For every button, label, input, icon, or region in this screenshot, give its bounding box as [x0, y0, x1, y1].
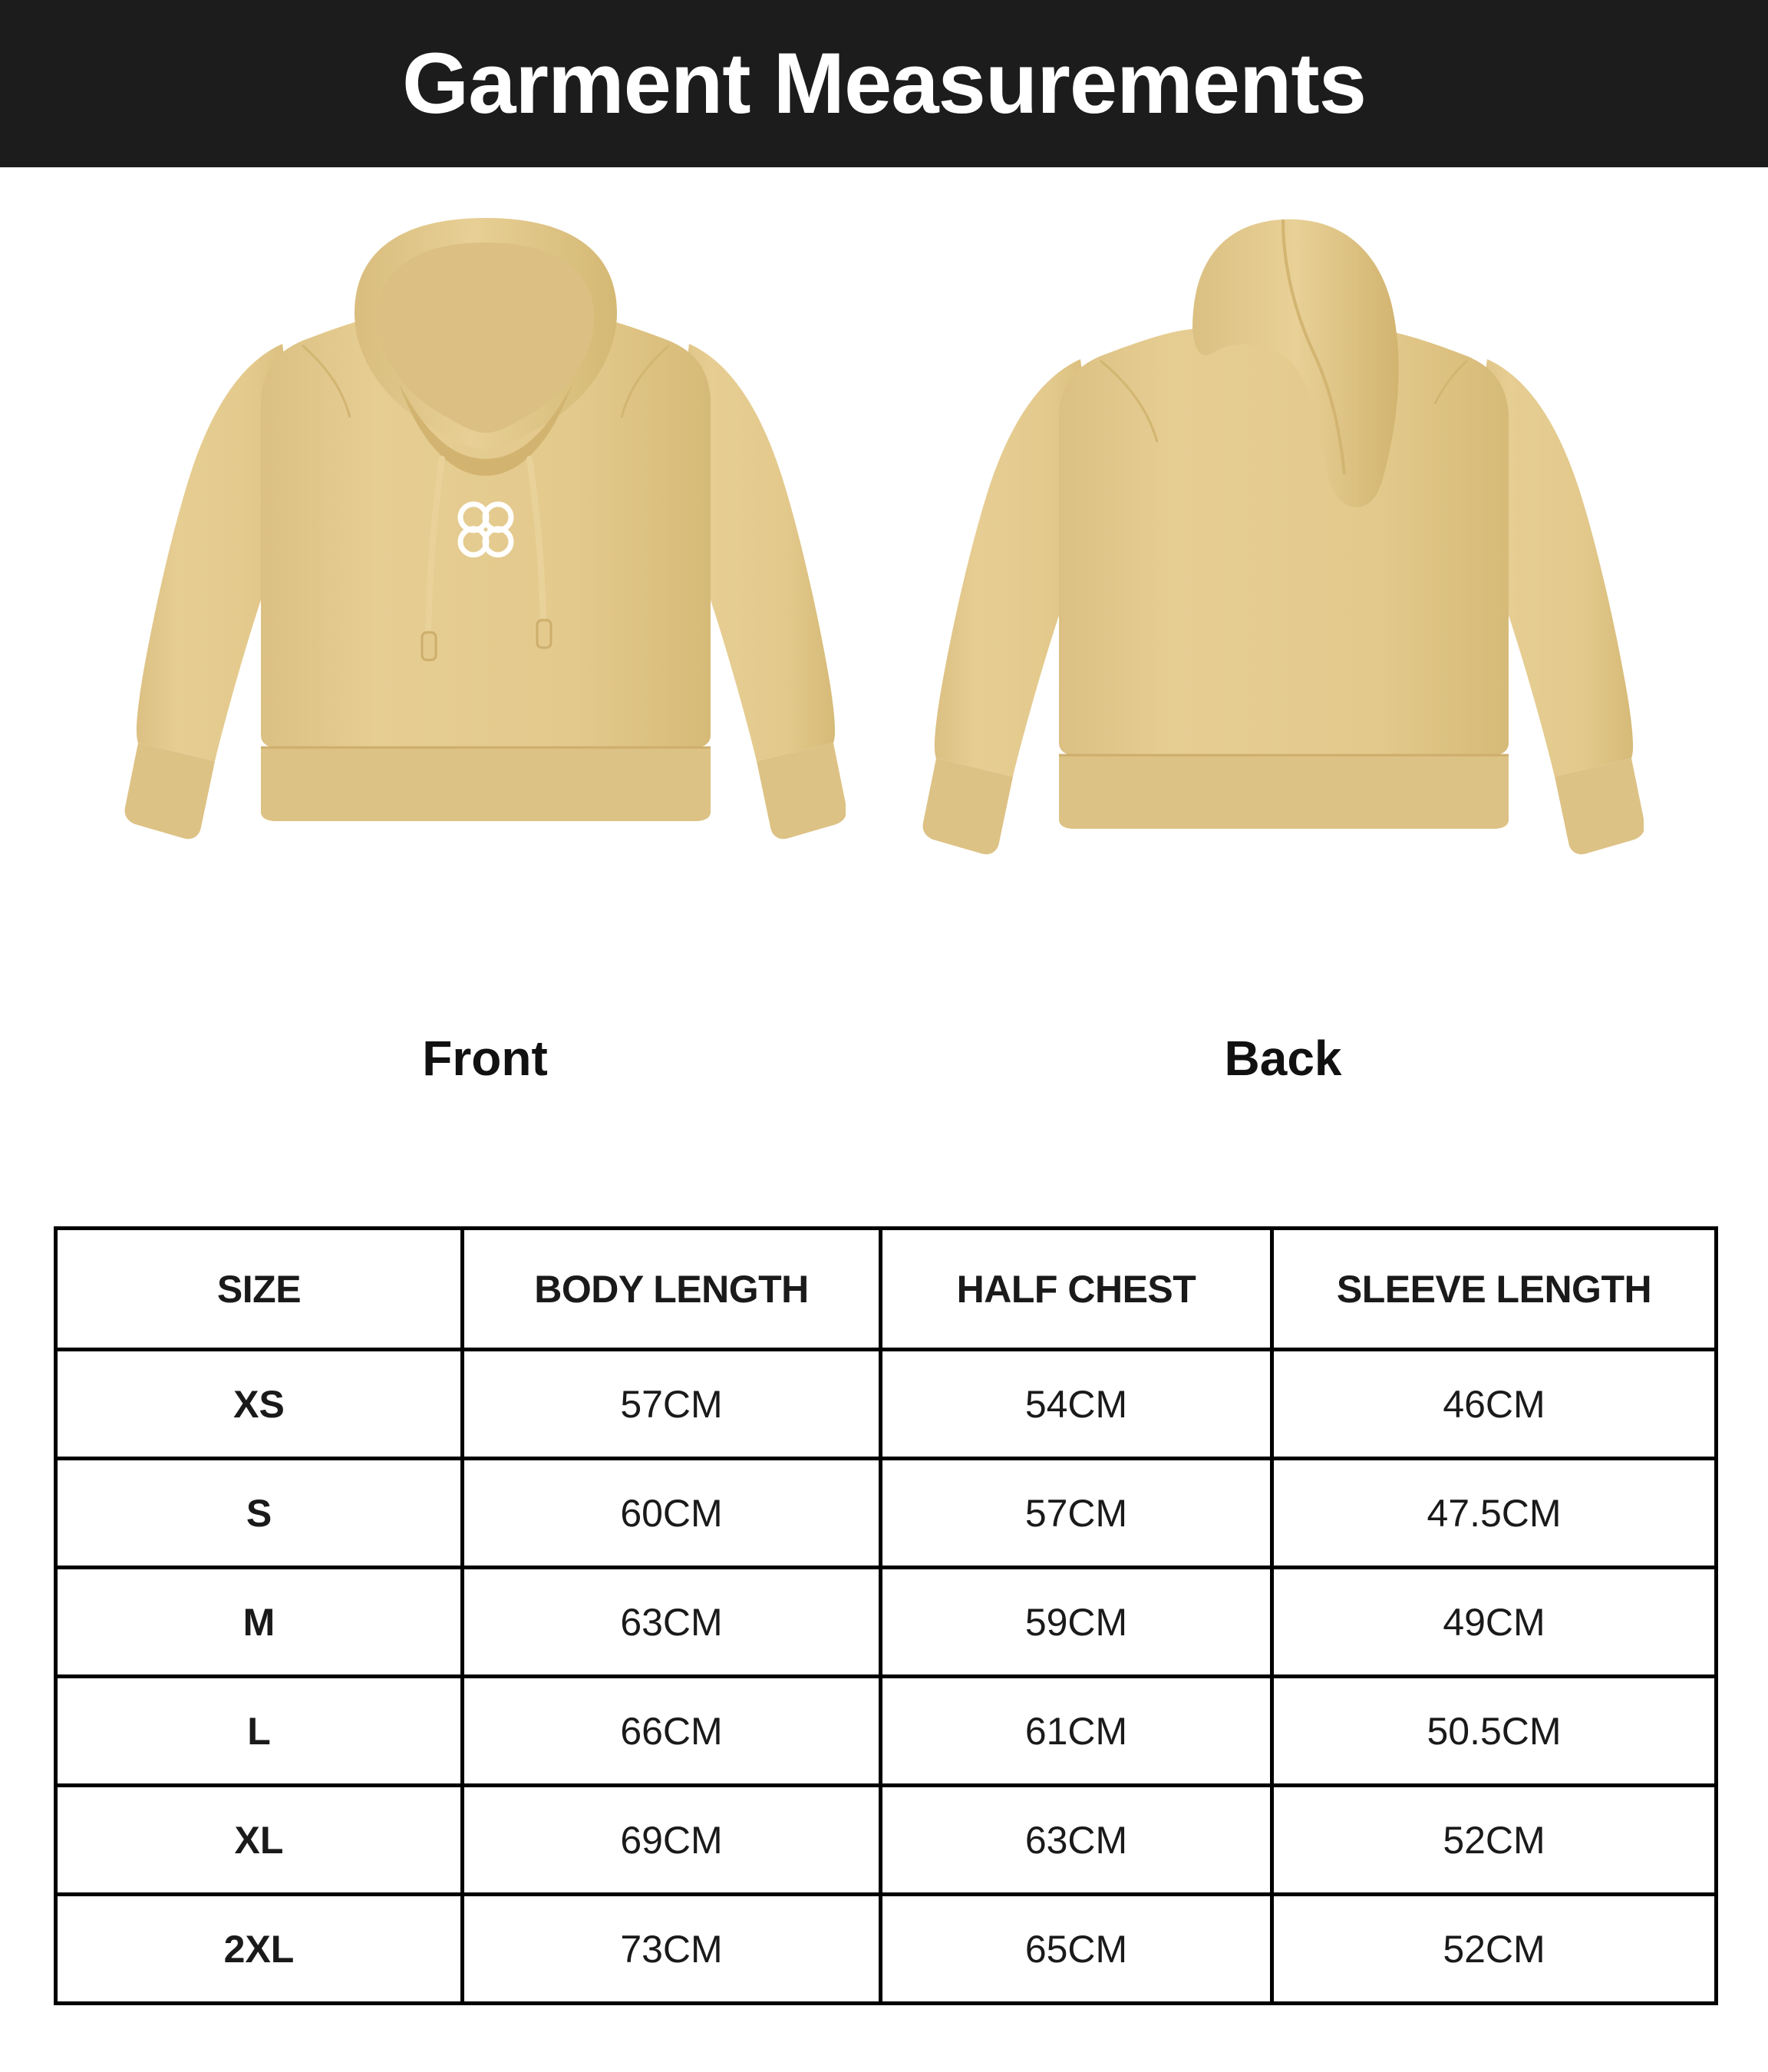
table-row	[56, 1459, 1717, 1568]
cell-size: L	[56, 1677, 463, 1786]
cell-half-chest: 57CM	[881, 1459, 1272, 1568]
table-row	[56, 1350, 1717, 1459]
cell-size: XS	[56, 1350, 463, 1459]
cell-sleeve-length: 46CM	[1272, 1350, 1717, 1459]
cell-half-chest: 65CM	[881, 1895, 1272, 2004]
table-row	[56, 1786, 1717, 1895]
table-row	[56, 1895, 1717, 2004]
cell-size: S	[56, 1459, 463, 1568]
hoodie-back-icon	[907, 206, 1659, 1027]
cell-body-length: 73CM	[463, 1895, 881, 2004]
cell-body-length: 63CM	[463, 1568, 881, 1677]
cell-size: M	[56, 1568, 463, 1677]
cell-sleeve-length: 52CM	[1272, 1786, 1717, 1895]
cell-body-length: 60CM	[463, 1459, 881, 1568]
cell-half-chest: 59CM	[881, 1568, 1272, 1677]
garment-illustrations	[0, 167, 1768, 1087]
page-title: Garment Measurements	[401, 35, 1367, 131]
garment-front	[109, 206, 861, 1087]
header-bar	[0, 0, 1768, 167]
garment-back	[907, 206, 1659, 1087]
table-row	[56, 1677, 1717, 1786]
table-header-row	[56, 1229, 1717, 1350]
column-header-half-chest: HALF CHEST	[881, 1229, 1272, 1350]
cell-body-length: 69CM	[463, 1786, 881, 1895]
cell-body-length: 66CM	[463, 1677, 881, 1786]
cell-sleeve-length: 52CM	[1272, 1895, 1717, 2004]
hoodie-front-icon	[109, 206, 861, 1027]
measurements-table	[54, 1226, 1718, 2005]
cell-half-chest: 63CM	[881, 1786, 1272, 1895]
cell-half-chest: 61CM	[881, 1677, 1272, 1786]
garment-label-back: Back	[1224, 1031, 1342, 1086]
measurements-table-wrap	[54, 1226, 1714, 2005]
table-row	[56, 1568, 1717, 1677]
column-header-size: SIZE	[56, 1229, 463, 1350]
cell-half-chest: 54CM	[881, 1350, 1272, 1459]
column-header-body-length: BODY LENGTH	[463, 1229, 881, 1350]
cell-sleeve-length: 49CM	[1272, 1568, 1717, 1677]
cell-size: XL	[56, 1786, 463, 1895]
cell-sleeve-length: 50.5CM	[1272, 1677, 1717, 1786]
cell-sleeve-length: 47.5CM	[1272, 1459, 1717, 1568]
column-header-sleeve-length: SLEEVE LENGTH	[1272, 1229, 1717, 1350]
cell-body-length: 57CM	[463, 1350, 881, 1459]
cell-size: 2XL	[56, 1895, 463, 2004]
garment-label-front: Front	[422, 1031, 548, 1086]
